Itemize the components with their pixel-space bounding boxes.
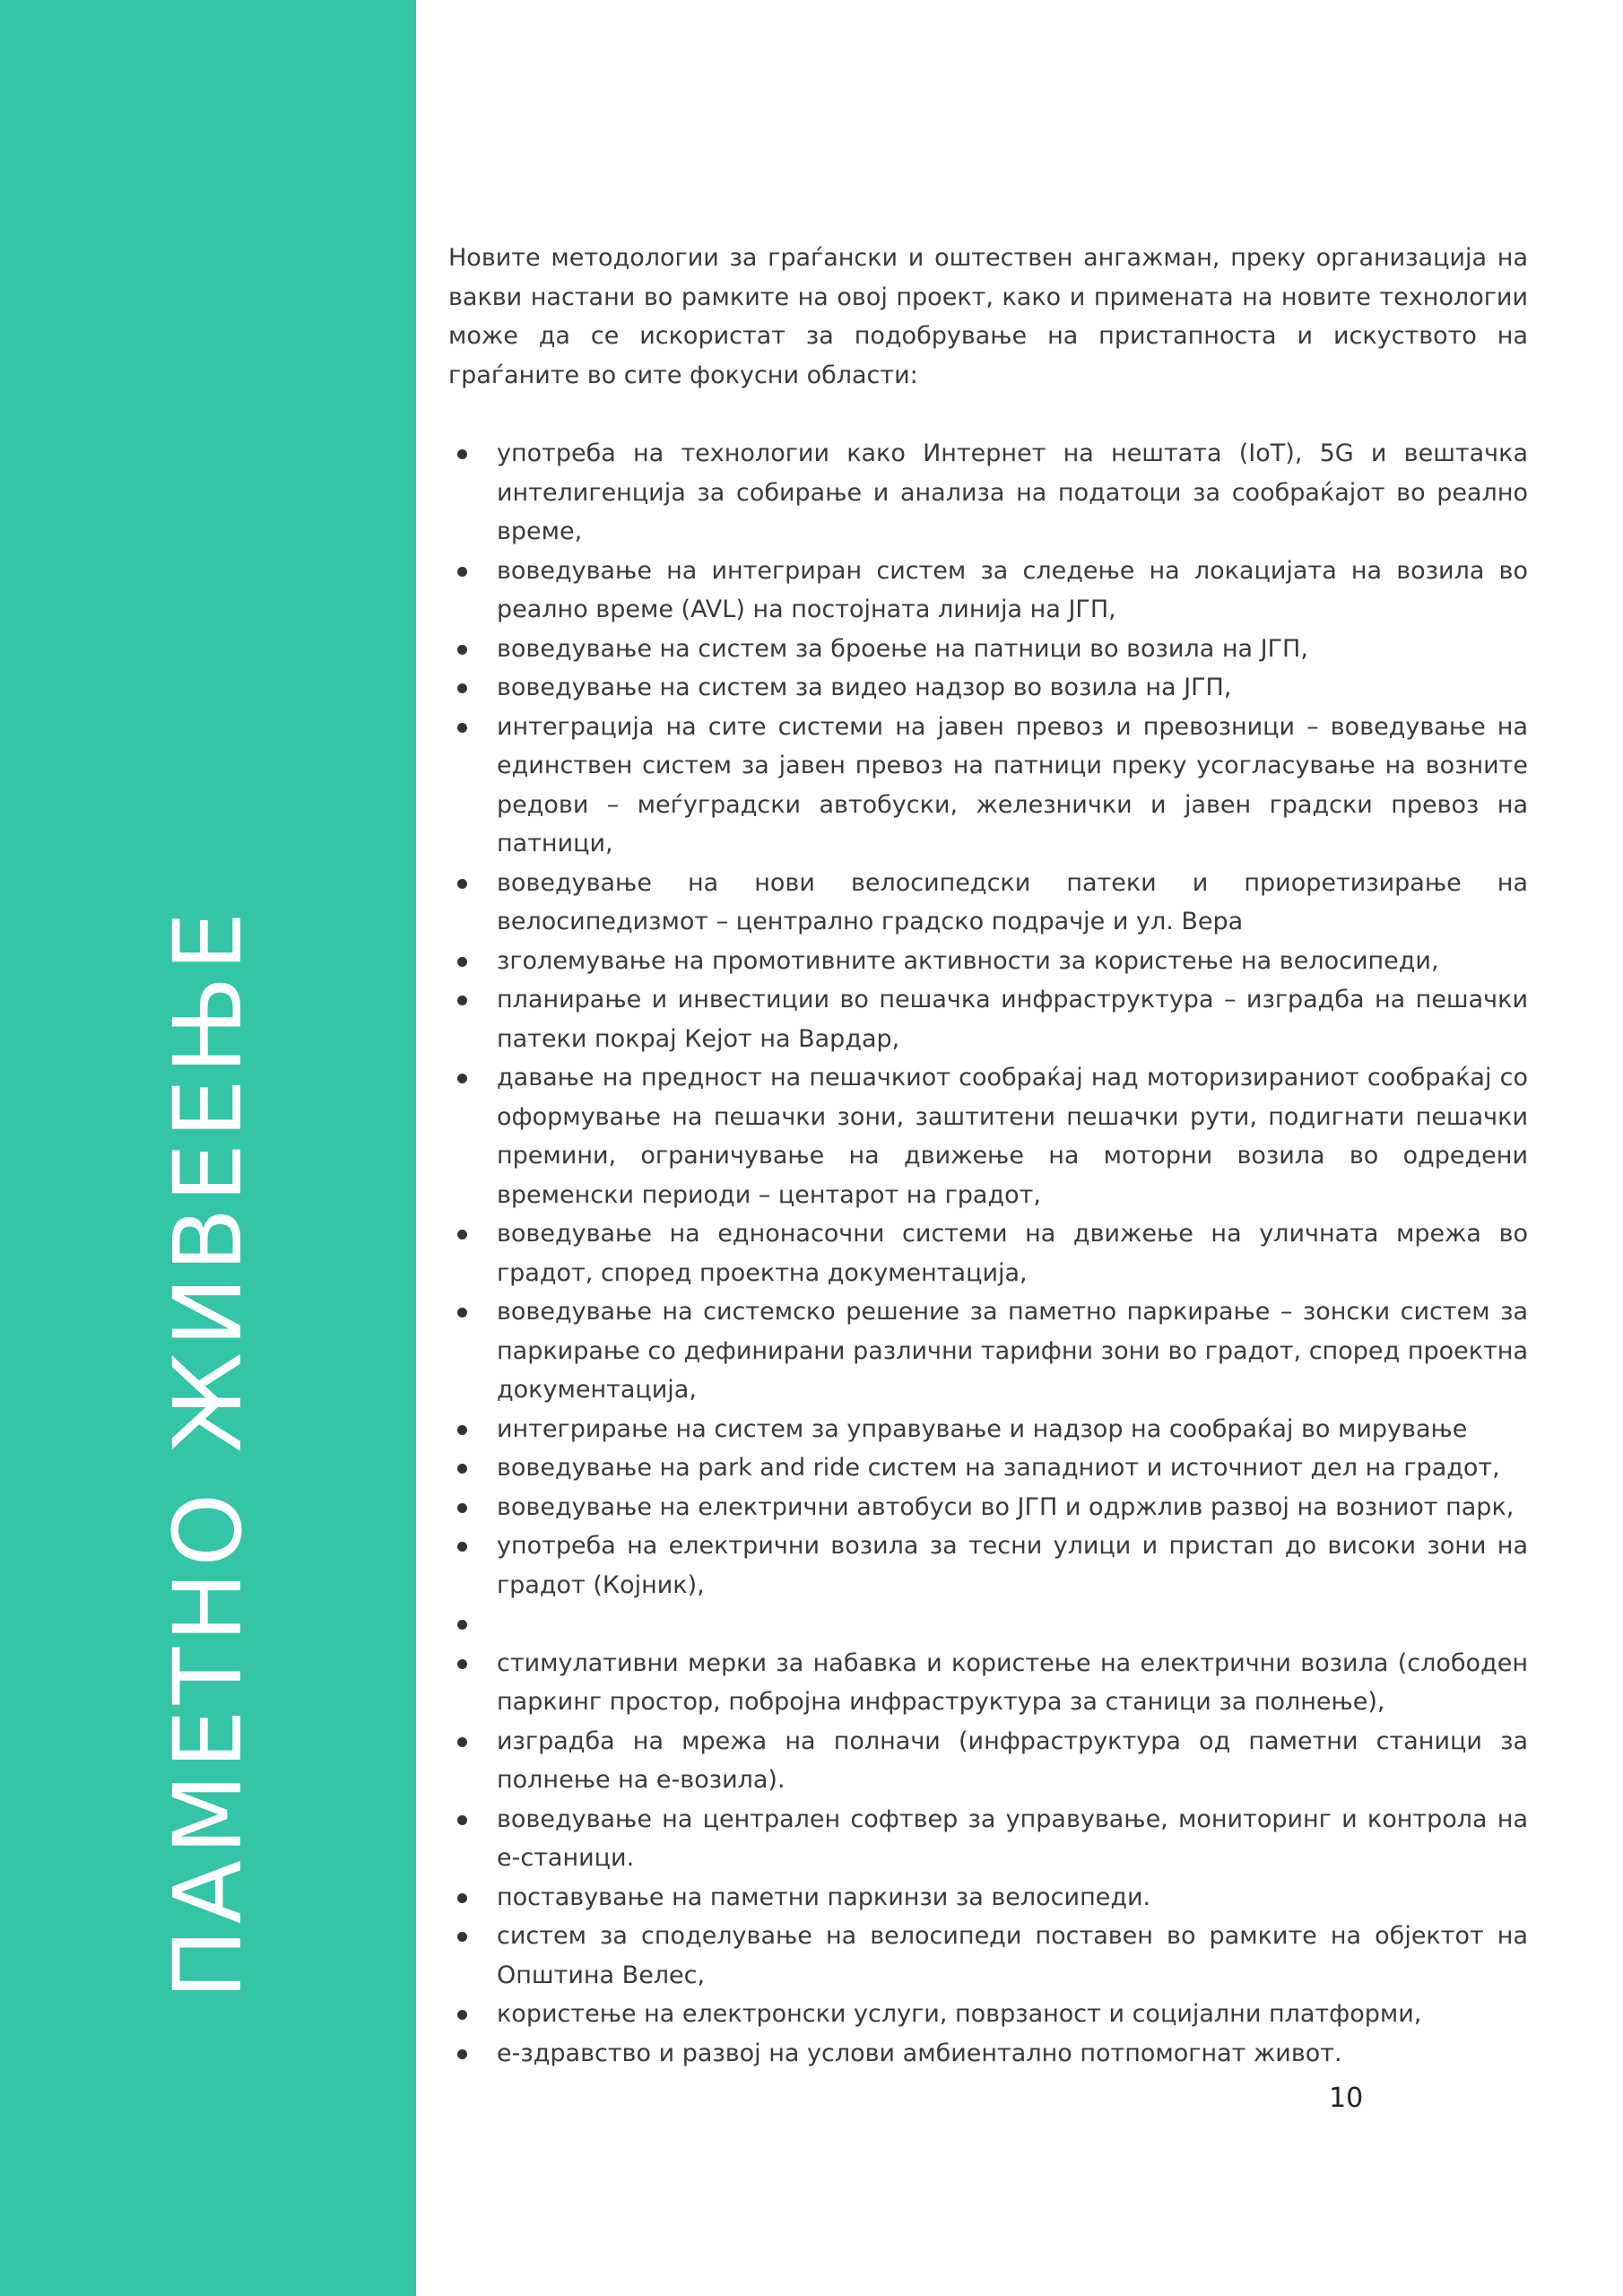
bullet-icon	[457, 1659, 467, 1669]
bullet-icon	[457, 723, 467, 733]
list-item	[448, 1410, 1528, 1449]
list-item-text: воведување на еднонасочни системи на движење на уличната мрежа во градот, според проектна документација,	[497, 1220, 1528, 1287]
bullet-icon	[457, 1932, 467, 1942]
section-title: ПАМЕТНО ЖИВЕЕЊЕ	[153, 906, 263, 2000]
bullet-icon	[457, 2010, 467, 2020]
bullet-icon	[457, 567, 467, 577]
list-item	[448, 1995, 1528, 2034]
list-item	[448, 942, 1528, 981]
sidebar-panel	[0, 0, 416, 2296]
list-item-text: планирање и инвестиции во пешачка инфраструктура – изградба на пешачки патеки покрај Кејот на Вардар,	[497, 986, 1528, 1053]
list-item-text: стимулативни мерки за набавка и користење на електрични возила (слободен паркинг простор, побројна инфраструктура за станици за полнење),	[497, 1648, 1528, 1716]
list-item	[448, 708, 1528, 864]
list-item	[448, 2034, 1528, 2074]
list-item-text: воведување на систем за видео надзор во возила на ЈГП,	[497, 674, 1232, 701]
list-item	[448, 980, 1528, 1058]
list-item-text: е-здравство и развој на услови амбиентално потпомогнат живот.	[497, 2039, 1342, 2067]
list-item	[448, 1488, 1528, 1527]
bullet-icon	[457, 1074, 467, 1083]
list-item	[448, 1214, 1528, 1292]
bullet-icon	[457, 683, 467, 693]
bullet-icon	[457, 645, 467, 655]
list-item	[448, 1800, 1528, 1878]
bullet-list	[448, 434, 1528, 2073]
list-item-text: воведување на системско решение за паметно паркирање – зонски систем за паркирање со дефинирани различни тарифни зони во градот, според проектна документација,	[497, 1298, 1528, 1404]
list-item-text: изградба на мрежа на полначи (инфраструктура од паметни станици за полнење на е-возила).	[497, 1726, 1528, 1794]
list-item	[448, 1526, 1528, 1605]
list-item	[448, 434, 1528, 552]
list-item-text: воведување на park and ride систем на западниот и источниот дел на градот,	[497, 1454, 1500, 1482]
bullet-icon	[457, 996, 467, 1005]
list-item-text: зголемување на промотивните активности за користење на велосипеди,	[497, 946, 1439, 975]
bullet-icon	[457, 1737, 467, 1747]
list-item	[448, 1058, 1528, 1214]
list-item-text: воведување на интегриран систем за следење на локацијата на возила во реално време (AVL) на постојната линија на ЈГП,	[497, 556, 1528, 623]
bullet-icon	[457, 1620, 467, 1630]
list-item-text: давање на предност на пешачкиот сообраќај над моторизираниот сообраќај со оформување на пешачки зони, заштитени пешачки рути, подигнати пешачки премини, ограничување на движење на моторни возила во одредени временски периоди – центарот на градот,	[497, 1064, 1528, 1209]
list-item-text: употреба на електрични возила за тесни улици и пристап до високи зони на градот (Којник),	[497, 1532, 1528, 1599]
list-item	[448, 1722, 1528, 1800]
list-item	[448, 552, 1528, 630]
list-item-text: интеграција на сите системи на јавен превоз и превозници – воведување на единствен систем за јавен превоз на патници преку усогласување на возните редови – меѓуградски автобуски, железнички и јавен градски превоз на патници,	[497, 712, 1528, 857]
list-item	[448, 864, 1528, 942]
bullet-icon	[457, 1893, 467, 1903]
bullet-icon	[457, 1230, 467, 1239]
bullet-icon	[457, 1308, 467, 1318]
page-number: 10	[1329, 2083, 1364, 2114]
list-item-text: воведување на централен софтвер за управување, мониторинг и контрола на е-станици.	[497, 1805, 1528, 1872]
list-item-text: систем за споделување на велосипеди поставен во рамките на објектот на Општина Велес,	[497, 1922, 1528, 1989]
bullet-icon	[457, 1542, 467, 1552]
list-item-text: воведување на нови велосипедски патеки и приоретизирање на велосипедизмот – централно градско подрачје и ул. Вера	[497, 868, 1528, 935]
list-item-text: воведување на електрични автобуси во ЈГП и одржлив развој на возниот парк,	[497, 1492, 1515, 1521]
list-item-text: интегрирање на систем за управување и надзор на сообраќај во мирување	[497, 1414, 1468, 1443]
list-item	[448, 1644, 1528, 1722]
bullet-icon	[457, 1464, 467, 1474]
list-item	[448, 1448, 1528, 1488]
main-content	[448, 239, 1528, 2073]
list-item	[448, 1878, 1528, 1918]
bullet-icon	[457, 1503, 467, 1513]
list-item-text: употреба на технологии како Интернет на нештата (IoT), 5G и вештачка интелигенција за собирање и анализа на податоци за сообраќајот во реално време,	[497, 439, 1528, 545]
list-item	[448, 668, 1528, 708]
list-item-text: воведување на систем за броење на патници во возила на ЈГП,	[497, 634, 1308, 663]
list-item-text: поставување на паметни паркинзи за велосипеди.	[497, 1883, 1151, 1911]
intro-paragraph: Новите методологии за граѓански и оштествен ангажман, преку организација на вакви настани во рамките на овој проект, како и примената на новите технологии може да се искористат за подобрување на пристапноста и искуството на граѓаните во сите фокусни области:	[448, 244, 1528, 389]
bullet-icon	[457, 1425, 467, 1435]
bullet-icon	[457, 957, 467, 967]
list-item	[448, 1917, 1528, 1995]
bullet-icon	[457, 2049, 467, 2059]
bullet-icon	[457, 449, 467, 459]
bullet-icon	[457, 879, 467, 889]
bullet-icon	[457, 1815, 467, 1825]
list-item	[448, 1605, 1528, 1644]
list-item	[448, 1292, 1528, 1410]
list-item-text: користење на електронски услуги, поврзаност и социјални платформи,	[497, 2000, 1422, 2028]
list-item	[448, 630, 1528, 669]
